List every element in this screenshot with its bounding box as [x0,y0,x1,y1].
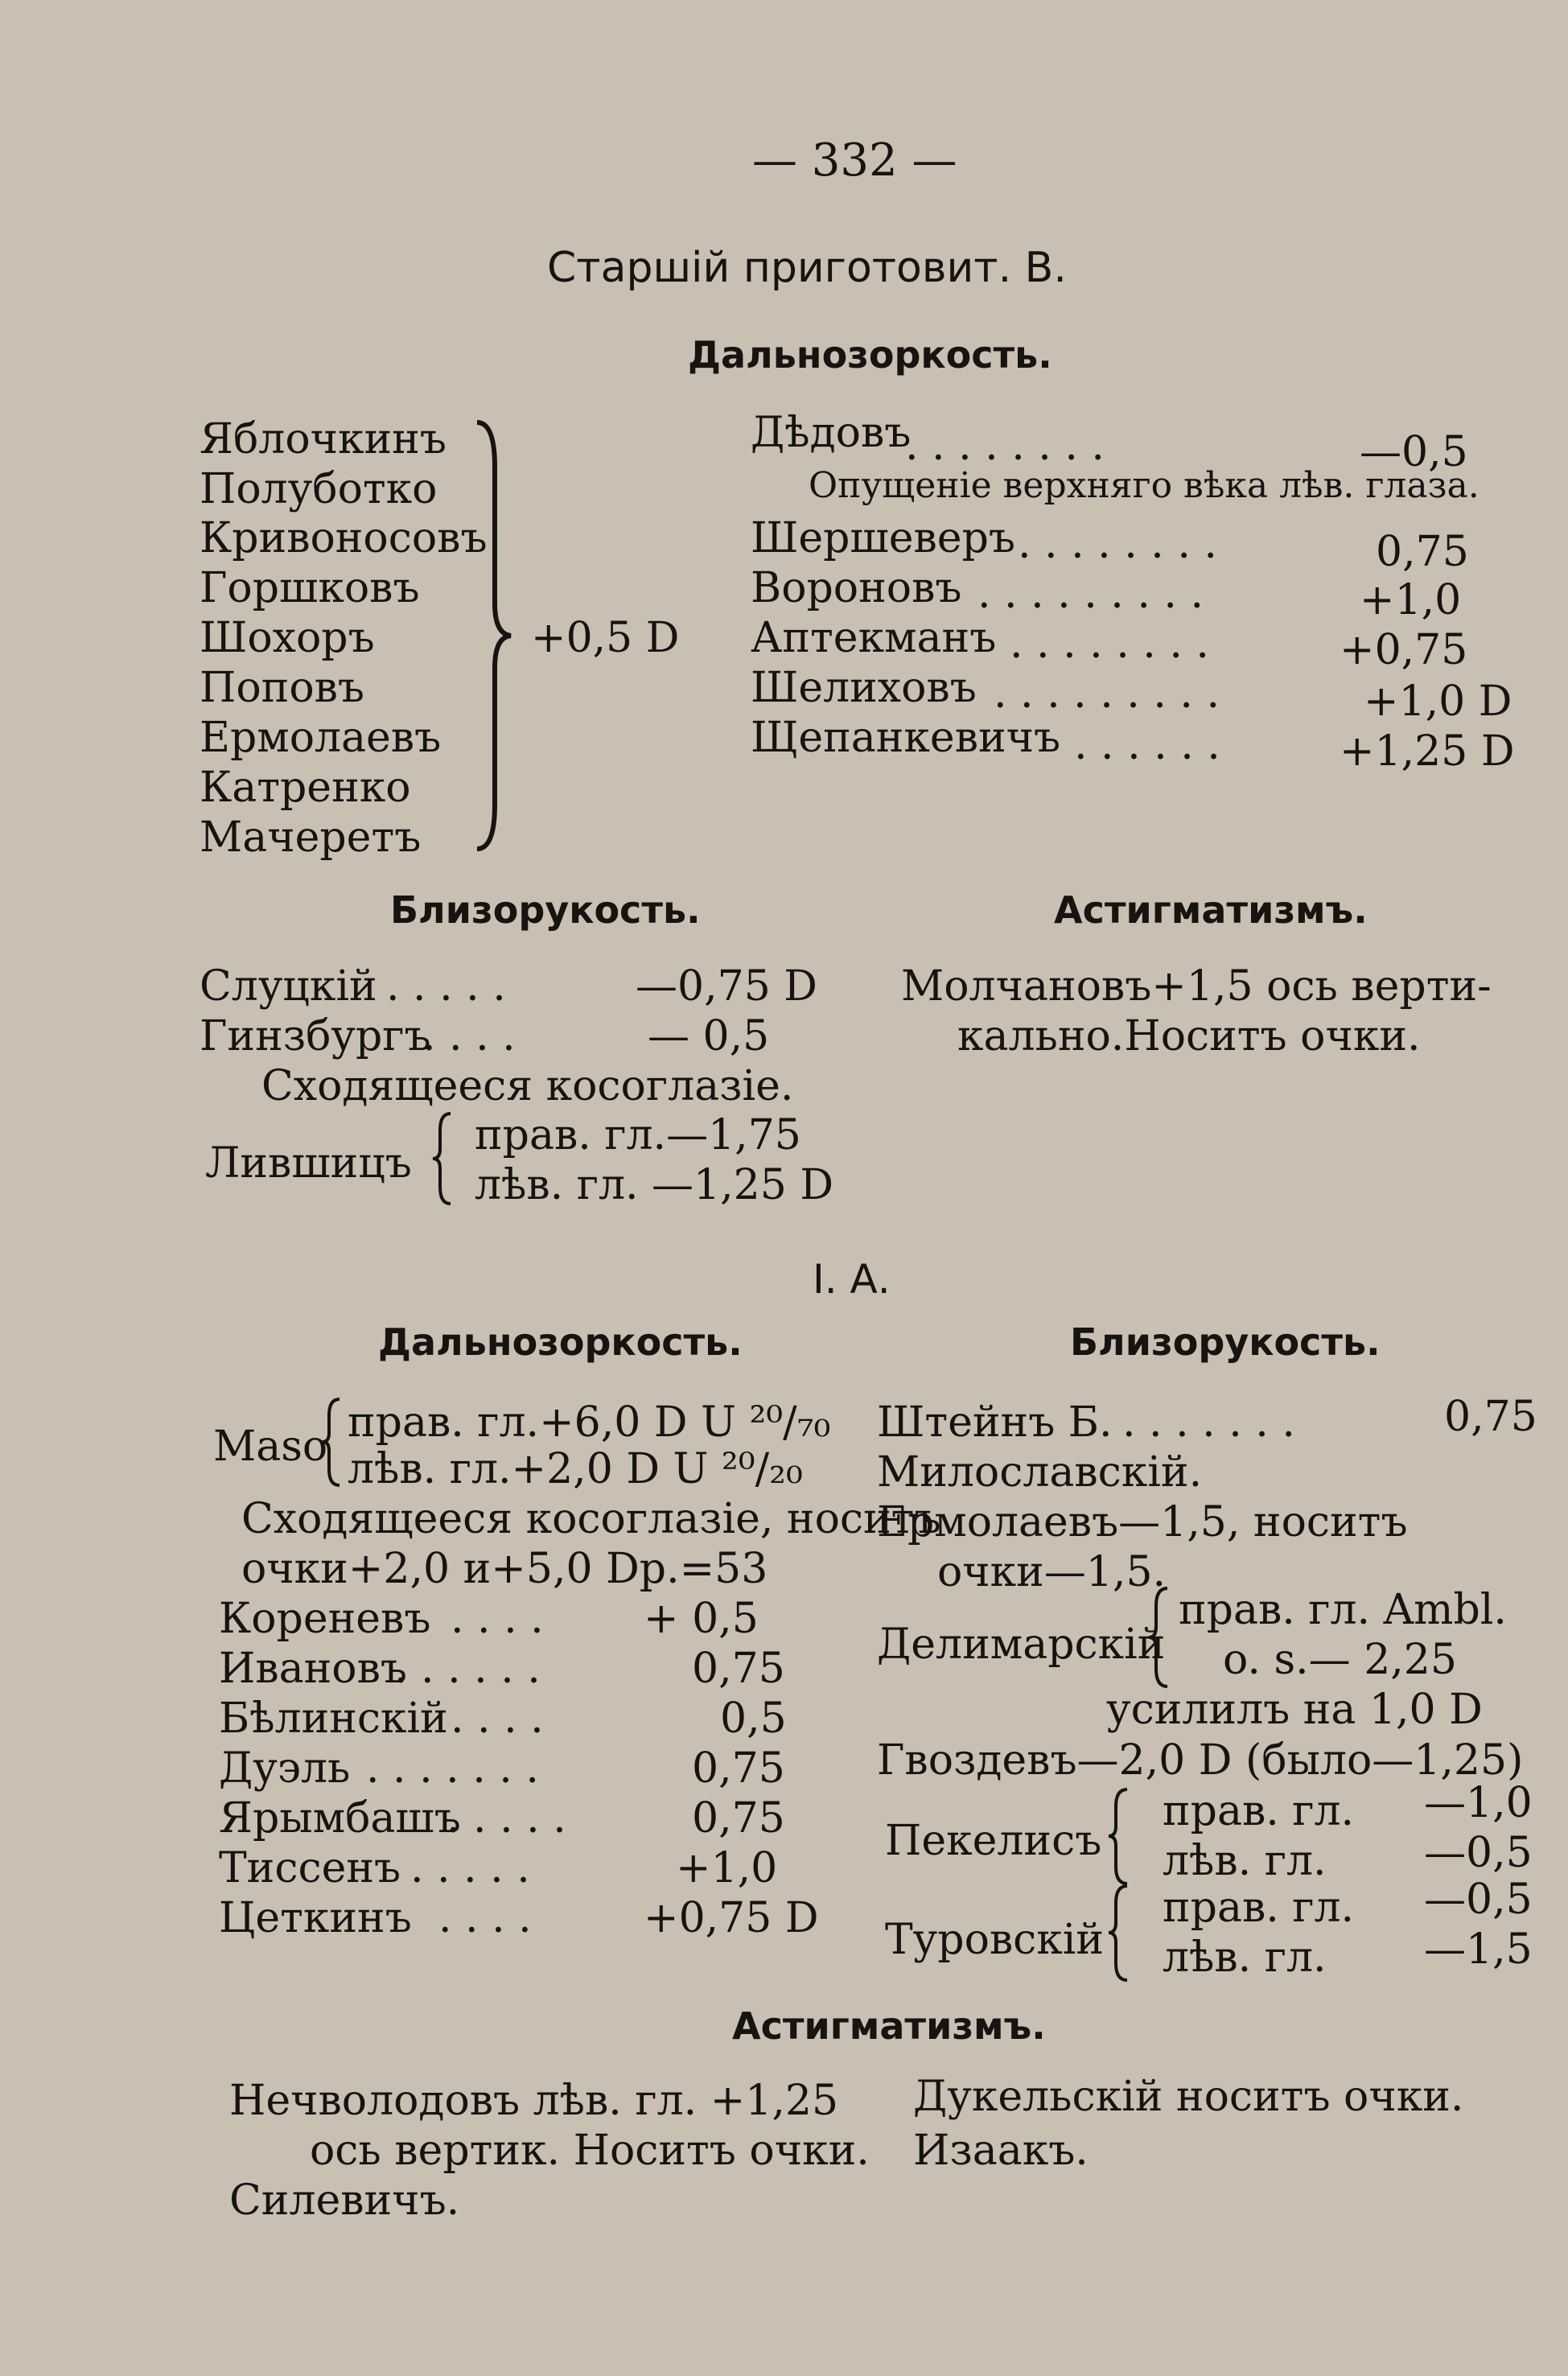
list-item-value: + 0,5 [644,1595,759,1643]
livshits-right-eye: прав. гл.—1,75 [475,1111,801,1159]
curly-brace-icon [1106,1786,1130,1887]
astigmatism-heading: Астигматизмъ. [1054,888,1368,932]
list-item-note: Опущеніе верхняго вѣка лѣв. глаза. [809,465,1480,506]
leader-dots: . . . . . [447,1794,566,1843]
ermolaev-line: очки—1,5. [937,1548,1167,1596]
list-item: Яблочкинъ [200,415,447,463]
turovsky-right-value: —0,5 [1424,1876,1533,1924]
list-item-name: Дуэль [219,1744,351,1793]
astigmatism-line: Изаакъ. [913,2127,1089,2175]
pekelis-left-label: лѣв. гл. [1163,1837,1327,1885]
list-item-value: 0,5 [720,1694,787,1743]
group-value: +0,5 D [531,614,680,662]
list-item-value: +1,25 D [1340,727,1515,776]
list-item: Горшковъ [200,564,420,612]
list-item: Катренко [200,764,411,812]
leader-dots: . . . . . . . [1122,1398,1295,1447]
astigmatism-line: кально.Носитъ очки. [957,1012,1421,1060]
turovsky-name: Туровскій [885,1916,1105,1964]
list-item-name: Цеткинъ [219,1894,412,1942]
maso-right-eye: прав. гл.+6,0 D U ²⁰/₇₀ [348,1398,831,1447]
list-item: Полуботко [200,465,438,513]
list-item-name: Щепанкевичъ [751,714,1061,762]
gvozdev-line: Гвоздевъ—2,0 D (было—1,25) [877,1736,1524,1785]
leader-dots: . . . . . . [394,1645,541,1693]
list-item: Поповъ [200,664,364,712]
list-item-name: Ярымбашъ [219,1794,461,1843]
leader-dots: . . . . [422,1012,516,1060]
delimarsky-note: усилилъ на 1,0 D [1106,1686,1483,1734]
leader-dots: . . . . . . . . . [994,669,1220,718]
turovsky-left-label: лѣв. гл. [1163,1933,1327,1982]
list-item-value: 0,75 [1376,528,1469,576]
list-item-value: +1,0 D [1364,677,1512,726]
astigmatism-heading: Астигматизмъ. [732,2004,1046,2048]
list-item-name: Тиссенъ [219,1844,401,1892]
maso-note: очки+2,0 и+5,0 Dp.=53 [241,1545,768,1593]
astigmatism-line: Нечволодовъ лѣв. гл. +1,25 [229,2077,839,2125]
pekelis-right-value: —0,5 [1424,1829,1533,1877]
page-number: — 332 — [752,134,957,187]
curly-brace-icon [1146,1585,1171,1690]
section-title: Старшій приготовит. В. [547,244,1067,292]
list-item-name: Вороновъ [751,564,962,612]
leader-dots: . . . . . [410,1844,530,1892]
list-item-value: +1,0 [1360,576,1462,624]
leader-dots: . . . . . . . . . [977,570,1204,618]
shtein-name: Штейнъ Б. [877,1398,1113,1447]
delimarsky-left-eye: o. s.— 2,25 [1223,1636,1457,1684]
farsightedness-heading: Дальнозоркость. [378,1320,743,1364]
pekelis-right-value: —1,0 [1424,1779,1533,1827]
livshits-name: Лившицъ [205,1139,412,1188]
pekelis-name: Пекелисъ [885,1817,1102,1865]
leader-dots: . . . . . . . . [905,422,1105,470]
maso-left-eye: лѣв. гл.+2,0 D U ²⁰/₂₀ [348,1445,803,1493]
myopia-heading: Близорукость. [390,888,701,932]
list-item-name: Шелиховъ [751,664,977,712]
list-item-value: —0,5 [1360,428,1468,476]
maso-name: Maso [213,1423,328,1471]
leader-dots: . . . . [438,1894,532,1942]
miloslavsky: Милославскій. [877,1448,1203,1497]
delimarsky-name: Делимарскій [877,1620,1166,1669]
list-item: Шохоръ [200,614,375,662]
turovsky-right-label: прав. гл. [1163,1884,1355,1932]
myopia-value: —0,75 D [636,962,818,1011]
leader-dots: . . . . . . . . [1010,620,1209,668]
delimarsky-right-eye: прав. гл. Ambl. [1179,1586,1507,1634]
myopia-heading: Близорукость. [1070,1320,1381,1364]
curly-brace-icon [471,418,515,853]
leader-dots: . . . . . [386,962,506,1011]
astigmatism-line: ось вертик. Носитъ очки. [310,2127,870,2175]
strabismus-note: Сходящееся косоглазіе. [261,1062,794,1110]
farsightedness-heading: Дальнозоркость. [688,333,1052,377]
list-item-value: 0,75 [692,1645,785,1693]
curly-brace-icon [1106,1883,1130,1983]
pekelis-right-label: прав. гл. [1163,1787,1355,1835]
leader-dots: . . . . [451,1595,544,1643]
myopia-value: — 0,5 [648,1012,770,1060]
leader-dots: . . . . . . [1074,721,1220,769]
myopia-name: Слуцкій [200,962,377,1011]
maso-note: Сходящееся косоглазіе, носитъ [241,1495,941,1543]
list-item-value: +0,75 [1340,626,1468,674]
list-item-value: 0,75 [692,1794,785,1843]
list-item-name: Дѣдовъ [751,409,912,457]
astigmatism-line: Дукельскій носитъ очки. [913,2073,1464,2121]
leader-dots: . . . . . . . . [1018,520,1217,568]
curly-brace-icon [430,1110,455,1207]
list-item: Мачеретъ [200,813,422,862]
list-item-value: +0,75 D [644,1894,819,1942]
shtein-value: 0,75 [1444,1393,1537,1441]
livshits-left-eye: лѣв. гл. —1,25 D [475,1161,834,1209]
leader-dots: . . . . [451,1694,544,1743]
list-item-value: 0,75 [692,1744,785,1793]
list-item: Кривоносовъ [200,514,488,562]
curly-brace-icon [320,1396,343,1489]
astigmatism-line: Силевичъ. [229,2176,460,2225]
leader-dots: . . . . . . . [366,1744,539,1793]
turovsky-left-value: —1,5 [1424,1925,1533,1974]
list-item-name: Шершеверъ [751,514,1015,562]
astigmatism-line: Молчановъ+1,5 ось верти- [901,962,1492,1011]
list-item-name: Ивановъ [219,1645,407,1693]
list-item-value: +1,0 [676,1844,778,1892]
ermolaev-line: Ермолаевъ—1,5, носитъ [877,1498,1408,1546]
list-item-name: Аптекманъ [751,614,997,662]
list-item-name: Бѣлинскій [219,1694,448,1743]
myopia-name: Гинзбургъ [200,1012,431,1060]
list-item: Ермолаевъ [200,714,442,762]
section-title: I. А. [813,1256,891,1303]
list-item-name: Кореневъ [219,1595,431,1643]
